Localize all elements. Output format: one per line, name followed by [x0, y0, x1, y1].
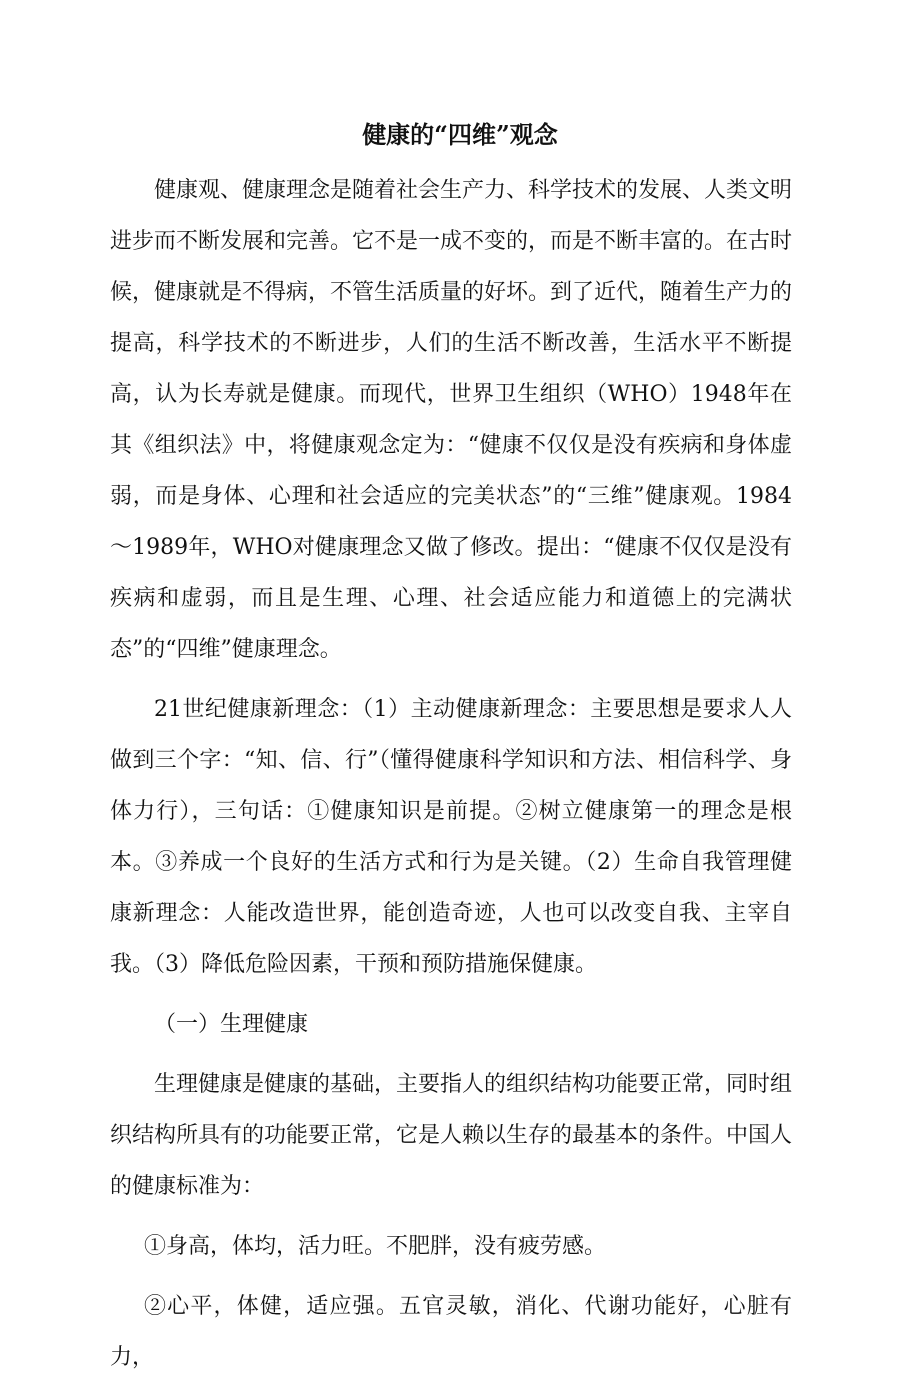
- intro-paragraph: 健康观、健康理念是随着社会生产力、科学技术的发展、人类文明进步而不断发展和完善。它不是一成不变的，而是不断丰富的。在古时候，健康就是不得病，不管生活质量的好坏。到了近代，随着生产力的提高，科学技术的不断进步，人们的生活不断改善，生活水平不断提高，认为长寿就是健康。而现代，世界卫生组织（WHO）1948年在其《组织法》中，将健康观念定为：“健康不仅仅是没有疾病和身体虚弱，而是身体、心理和社会适应的完美状态”的“三维”健康观。1984～1989年，WHO对健康理念又做了修改。提出：“健康不仅仅是没有疾病和虚弱，而且是生理、心理、社会适应能力和道德上的完满状态”的“四维”健康理念。: [110, 178, 793, 662]
- section-heading: （一）生理健康: [154, 1012, 309, 1037]
- list-item: ②心平，体健，适应强。五官灵敏，消化、代谢功能好，心脏有力，: [110, 1294, 792, 1370]
- section-paragraph: 生理健康是健康的基础，主要指人的组织结构功能要正常，同时组织结构所具有的功能要正常，它是人赖以生存的最基本的条件。中国人的健康标准为：: [110, 1072, 793, 1199]
- document-title: 健康的“四维”观念: [362, 120, 558, 149]
- document-body: [110, 165, 792, 1392]
- list-item: ①身高，体均，活力旺。不肥胖，没有疲劳感。: [144, 1234, 607, 1259]
- new-concepts-paragraph: 21世纪健康新理念：（1）主动健康新理念：主要思想是要求人人做到三个字：“知、信、行”（懂得健康科学知识和方法、相信科学、身体力行），三句话：①健康知识是前提。②树立健康第一的理念是根本。③养成一个良好的生活方式和行为是关键。（2）生命自我管理健康新理念：人能改造世界，能创造奇迹，人也可以改变自我、主宰自我。（3）降低危险因素，干预和预防措施保健康。: [110, 697, 792, 977]
